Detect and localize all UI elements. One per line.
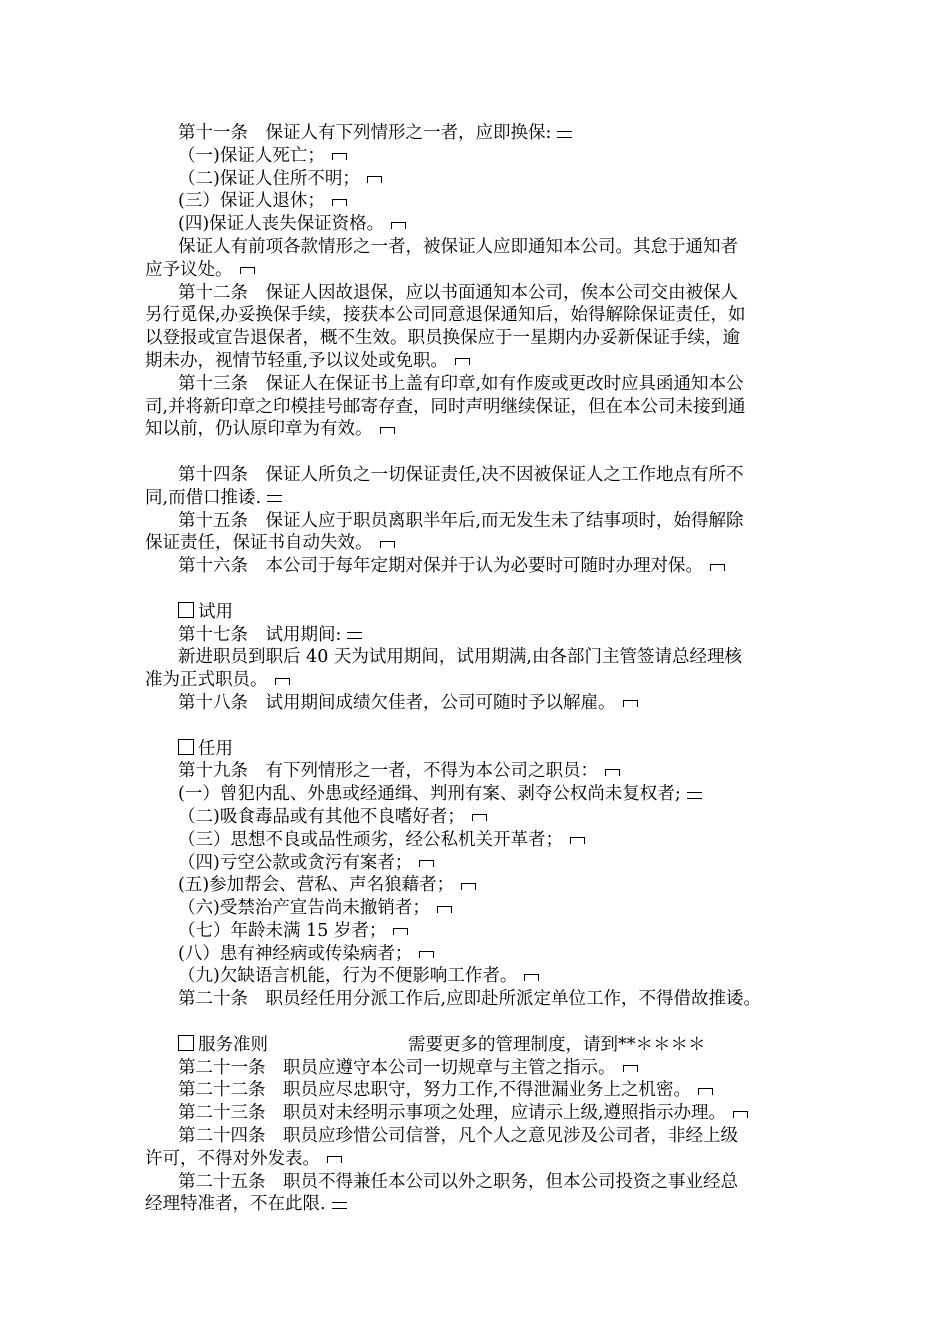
text-line [145,897,810,920]
line-text: 第二十三条 职员对未经明示事项之处理，应请示上级,遵照指示办理。 [178,1103,727,1124]
document-page [145,122,810,1216]
text-line [145,1102,810,1125]
blank-line [145,1011,810,1034]
line-text: 以登报或宣告退保者，概不生效。职员换保应于一星期内办妥新保证手续，逾 [145,328,740,349]
line-text: （六)受禁治产宣告尚未撤销者； [178,898,430,919]
paragraph-mark-icon [697,1087,714,1095]
paragraph-mark-icon [709,563,726,571]
text-line [145,350,810,373]
promo-text: 需要更多的管理制度，请到**＊＊＊＊ [408,1034,706,1055]
text-line [145,1125,810,1148]
paragraph-mark-icon [460,882,477,890]
line-break-mark-icon [687,791,704,799]
paragraph-mark-icon [379,426,396,434]
text-line [145,852,810,875]
paragraph-mark-icon [326,1155,343,1163]
paragraph-mark-icon [392,927,409,935]
line-text: （四)亏空公款或贪污有案者； [178,852,413,873]
text-line [145,236,810,259]
paragraph-mark-icon [732,1110,749,1118]
paragraph-mark-icon [436,905,453,913]
text-line [145,304,810,327]
line-text: (三）保证人退休； [178,191,325,212]
line-text: 第十六条 本公司于每年定期对保并于认为必要时可随时办理对保。 [178,556,703,577]
text-line [145,943,810,966]
checkbox-square-icon [178,739,194,755]
paragraph-mark-icon [454,357,471,365]
text-line [145,532,810,555]
paragraph-mark-icon [471,813,488,821]
line-text: （二)吸食毒品或有其他不良嗜好者； [178,806,465,827]
line-text: 同,而借口推诿. [145,487,262,508]
line-text: 保证责任，保证书自动失效。 [145,533,373,554]
text-line [145,418,810,441]
line-text: 试用 [198,601,233,622]
text-line [145,259,810,282]
line-text: 新进职员到职后 40 天为试用期间，试用期满,由各部门主管签请总经理核 [178,647,742,668]
text-line [145,327,810,350]
blank-line [145,715,810,738]
service-heading-row [145,1034,810,1057]
text-line [145,1057,810,1080]
section-heading [145,738,810,761]
text-line [145,122,810,145]
line-break-mark-icon [332,1201,349,1209]
line-text: 第十八条 试用期间成绩欠佳者，公司可随时予以解雇。 [178,692,616,713]
line-text: 期未办，视情节轻重,予以议处或免职。 [145,350,449,371]
line-text: (八）患有神经病或传染病者； [178,943,413,964]
paragraph-mark-icon [331,152,348,160]
text-line [145,373,810,396]
paragraph-mark-icon [622,699,639,707]
checkbox-square-icon [178,1035,194,1051]
text-line [145,190,810,213]
line-text: 第十一条 保证人有下列情形之一者，应即换保: [178,123,552,143]
section-heading [145,601,810,624]
paragraph-mark-icon [379,540,396,548]
line-text: (一）曾犯内乱、外患或经通缉、判刑有案、剥夺公权尚未复权者; [178,784,681,805]
line-text: 第十二条 保证人因故退保，应以书面通知本公司，俟本公司交由被保人 [178,282,738,303]
text-line [145,555,810,578]
blank-line [145,578,810,601]
line-text: 准为正式职员。 [145,670,268,691]
line-text: 第十三条 保证人在保证书上盖有印章,如有作废或更改时应具函通知本公 [178,373,744,394]
line-break-mark-icon [347,631,364,639]
line-text: 另行觅保,办妥换保手续，接获本公司同意退保通知后，始得解除保证责任，如 [145,305,746,326]
line-break-mark-icon [557,130,574,138]
paragraph-mark-icon [390,221,407,229]
text-line [145,145,810,168]
line-text: 司,并将新印章之印模挂号邮寄存查，同时声明继续保证，但在本公司未接到通 [145,396,746,417]
text-line [145,669,810,692]
line-text: 第二十五条 职员不得兼任本公司以外之职务，但本公司投资之事业经总 [178,1171,738,1192]
paragraph-mark-icon [366,175,383,183]
line-text: 第二十二条 职员应尽忠职守，努力工作,不得泄漏业务上之机密。 [178,1080,692,1101]
text-line [145,396,810,419]
text-line [145,1171,810,1194]
line-text: 任用 [198,738,233,759]
text-line [145,282,810,305]
line-text: 第十五条 保证人应于职员离职半年后,而无发生未了结事项时，始得解除 [178,510,744,531]
text-line [145,213,810,236]
paragraph-mark-icon [569,836,586,844]
text-line [145,692,810,715]
regulation-text-block-1 [145,122,810,1034]
line-text: 知以前，仍认原印章为有效。 [145,419,373,440]
line-text: (四)保证人丧失保证资格。 [178,214,385,235]
text-line [145,168,810,191]
line-text: 第十七条 试用期间: [178,624,342,645]
text-line [145,464,810,487]
line-text: （九)欠缺语言机能，行为不便影响工作者。 [178,966,518,987]
blank-line [145,441,810,464]
text-line [145,806,810,829]
text-line [145,783,810,806]
paragraph-mark-icon [604,768,621,776]
line-text: （一)保证人死亡； [178,145,325,166]
regulation-text-block-2 [145,1057,810,1217]
paragraph-mark-icon [274,677,291,685]
line-text: 第十九条 有下列情形之一者，不得为本公司之职员： [178,761,598,782]
line-text: 保证人有前项各款情形之一者，被保证人应即通知本公司。其怠于通知者 [178,236,738,257]
line-break-mark-icon [267,494,284,502]
text-line [145,1148,810,1171]
line-text: （三）思想不良或品性顽劣，经公私机关开革者； [178,829,563,850]
paragraph-mark-icon [622,1064,639,1072]
text-line [145,874,810,897]
text-line [145,510,810,533]
line-text: 第二十四条 职员应珍惜公司信誉，凡个人之意见涉及公司者，非经上级 [178,1126,738,1147]
paragraph-mark-icon [331,198,348,206]
text-line [145,1079,810,1102]
text-line [145,829,810,852]
text-line [145,760,810,783]
text-line [145,624,810,647]
text-line [145,1193,810,1216]
paragraph-mark-icon [418,950,435,958]
text-line [145,988,810,1011]
paragraph-mark-icon [418,859,435,867]
line-text: 应予议处。 [145,259,233,280]
text-line [145,920,810,943]
line-text: 第二十一条 职员应遵守本公司一切规章与主管之指示。 [178,1057,616,1078]
text-line [145,646,810,669]
paragraph-mark-icon [523,973,540,981]
line-text: 许可，不得对外发表。 [145,1148,320,1169]
paragraph-mark-icon [239,266,256,274]
checkbox-square-icon [178,602,194,618]
section-heading-service: 服务准则 [198,1034,268,1055]
line-text: （七）年龄未满 15 岁者； [178,920,387,941]
text-line [145,965,810,988]
line-text: 第二十条 职员经任用分派工作后,应即赴所派定单位工作，不得借故推诿。 [178,989,762,1010]
line-text: （二)保证人住所不明； [178,168,360,189]
line-text: 经理特准者，不在此限. [145,1194,326,1215]
text-line [145,487,810,510]
line-text: 第十四条 保证人所负之一切保证责任,决不因被保证人之工作地点有所不 [178,464,744,485]
line-text: (五)参加帮会、营私、声名狼藉者； [178,875,455,896]
